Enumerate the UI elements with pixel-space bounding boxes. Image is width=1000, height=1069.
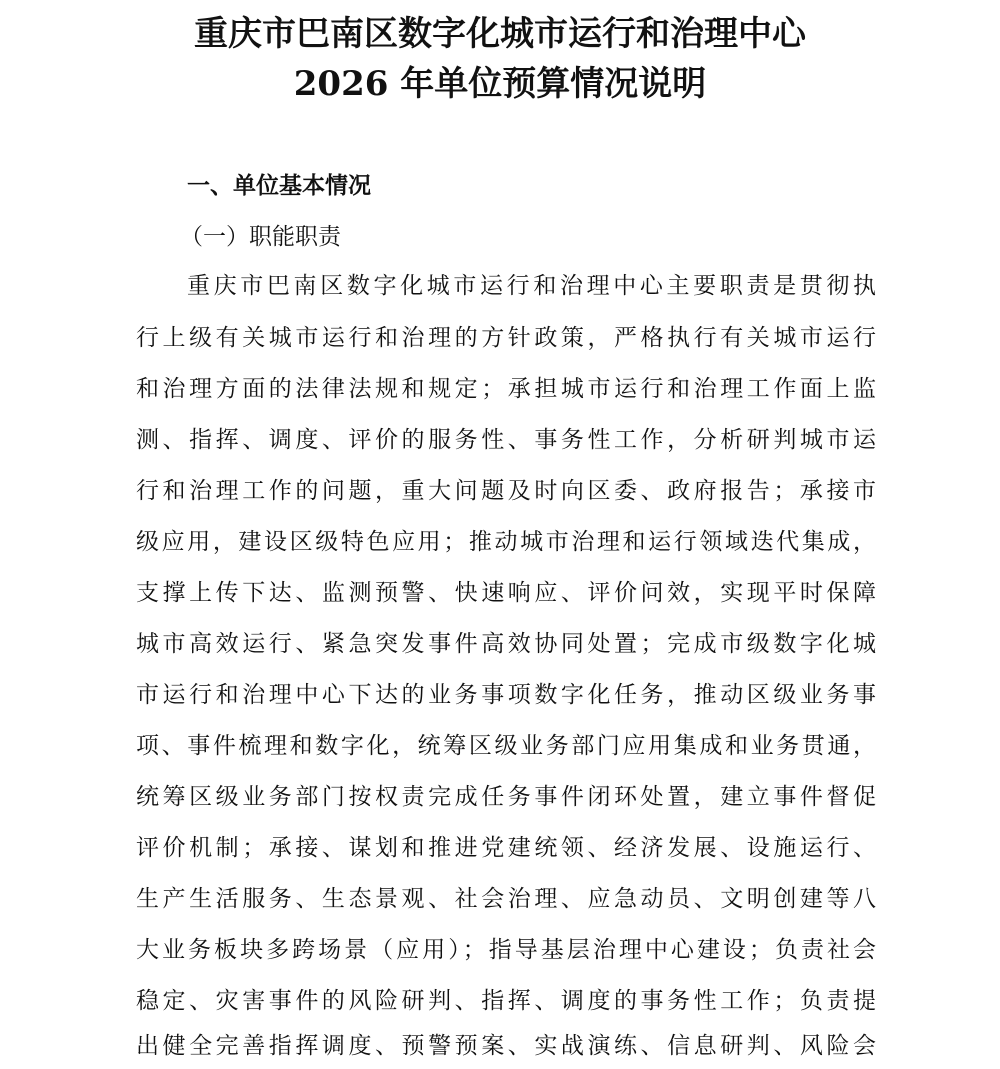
paragraph-line: 市运行和治理中心下达的业务事项数字化任务，推动区级业务事	[136, 682, 876, 708]
paragraph-line: 支撑上传下达、监测预警、快速响应、评价问效，实现平时保障	[136, 580, 876, 606]
paragraph-line: 级应用，建设区级特色应用；推动城市治理和运行领域迭代集成，	[136, 529, 876, 555]
paragraph-line: 城市高效运行、紧急突发事件高效协同处置；完成市级数字化城	[136, 631, 876, 657]
paragraph-line: 项、事件梳理和数字化，统筹区级业务部门应用集成和业务贯通，	[136, 733, 876, 759]
document-title-line-1: 重庆市巴南区数字化城市运行和治理中心	[194, 14, 806, 54]
section-heading: 一、单位基本情况	[187, 173, 371, 199]
paragraph-line: 行上级有关城市运行和治理的方针政策，严格执行有关城市运行	[136, 325, 876, 351]
paragraph-line: 行和治理工作的问题，重大问题及时向区委、政府报告；承接市	[136, 478, 876, 504]
paragraph-line: 大业务板块多跨场景（应用）；指导基层治理中心建设；负责社会	[136, 937, 876, 963]
paragraph-line: 和治理方面的法律法规和规定；承担城市运行和治理工作面上监	[136, 376, 876, 402]
paragraph-line: 稳定、灾害事件的风险研判、指挥、调度的事务性工作；负责提	[136, 988, 876, 1014]
subsection-heading: （一）职能职责	[180, 224, 341, 250]
paragraph-line: 重庆市巴南区数字化城市运行和治理中心主要职责是贯彻执	[187, 273, 876, 299]
paragraph-line: 生产生活服务、生态景观、社会治理、应急动员、文明创建等八	[136, 886, 876, 912]
document-title-line-2: 2026 年单位预算情况说明	[293, 64, 707, 104]
paragraph-line: 统筹区级业务部门按权责完成任务事件闭环处置，建立事件督促	[136, 784, 876, 810]
paragraph-line: 测、指挥、调度、评价的服务性、事务性工作，分析研判城市运	[136, 427, 876, 453]
paragraph-line: 评价机制；承接、谋划和推进党建统领、经济发展、设施运行、	[136, 835, 876, 861]
paragraph-line: 出健全完善指挥调度、预警预案、实战演练、信息研判、风险会	[136, 1033, 876, 1059]
